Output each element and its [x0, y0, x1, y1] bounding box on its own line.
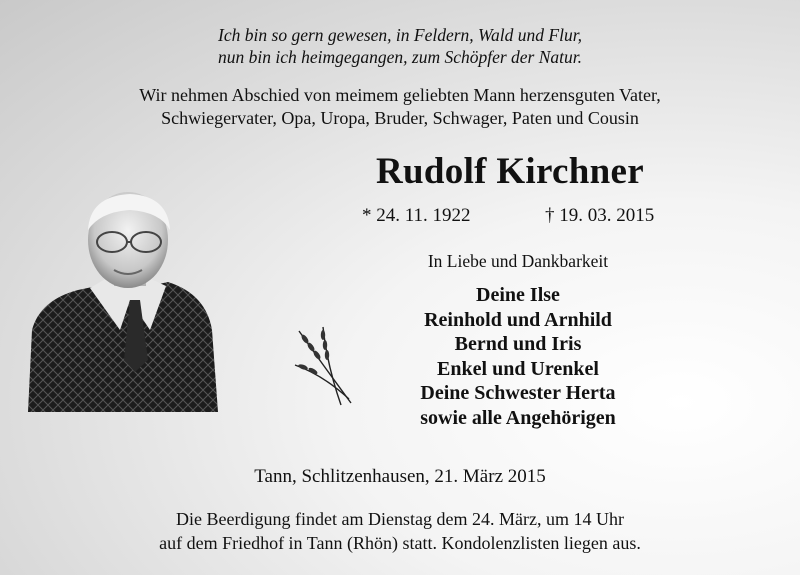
farewell-text — [0, 84, 800, 130]
deceased-name: Rudolf Kirchner — [376, 151, 644, 192]
mourner-name: Reinhold und Arnhild — [424, 308, 612, 331]
funeral-notice — [0, 507, 800, 555]
farewell-line-2: Schwiegervater, Opa, Uropa, Bruder, Schwager, Paten und Cousin — [161, 108, 639, 128]
poem-line-1: Ich bin so gern gewesen, in Feldern, Wald und Flur, — [218, 25, 582, 45]
wheat-icon — [293, 325, 355, 407]
mourners-intro: In Liebe und Dankbarkeit — [427, 251, 609, 271]
funeral-line-2: auf dem Friedhof in Tann (Rhön) statt. Kondolenzlisten liegen aus. — [159, 533, 641, 553]
mourner-name: Enkel und Urenkel — [437, 357, 599, 380]
mourner-name: Deine Schwester Herta — [420, 382, 616, 404]
mourners-list — [358, 283, 678, 430]
place-date: Tann, Schlitzenhausen, 21. März 2015 — [254, 466, 546, 487]
poem-line-2: nun bin ich heimgegangen, zum Schöpfer der Natur. — [217, 47, 583, 67]
poem — [0, 24, 800, 68]
farewell-line-1: Wir nehmen Abschied von meimem geliebten Mann herzensguten Vater, — [139, 85, 661, 105]
death-date: † 19. 03. 2015 — [545, 205, 655, 226]
mourner-name: Bernd und Iris — [454, 333, 582, 355]
portrait-photo — [28, 190, 220, 412]
funeral-line-1: Die Beerdigung findet am Dienstag dem 24. März, um 14 Uhr — [176, 509, 624, 529]
mourner-name: sowie alle Angehörigen — [420, 406, 616, 429]
birth-date: * 24. 11. 1922 — [362, 205, 471, 226]
mourner-name: Deine Ilse — [476, 284, 560, 306]
